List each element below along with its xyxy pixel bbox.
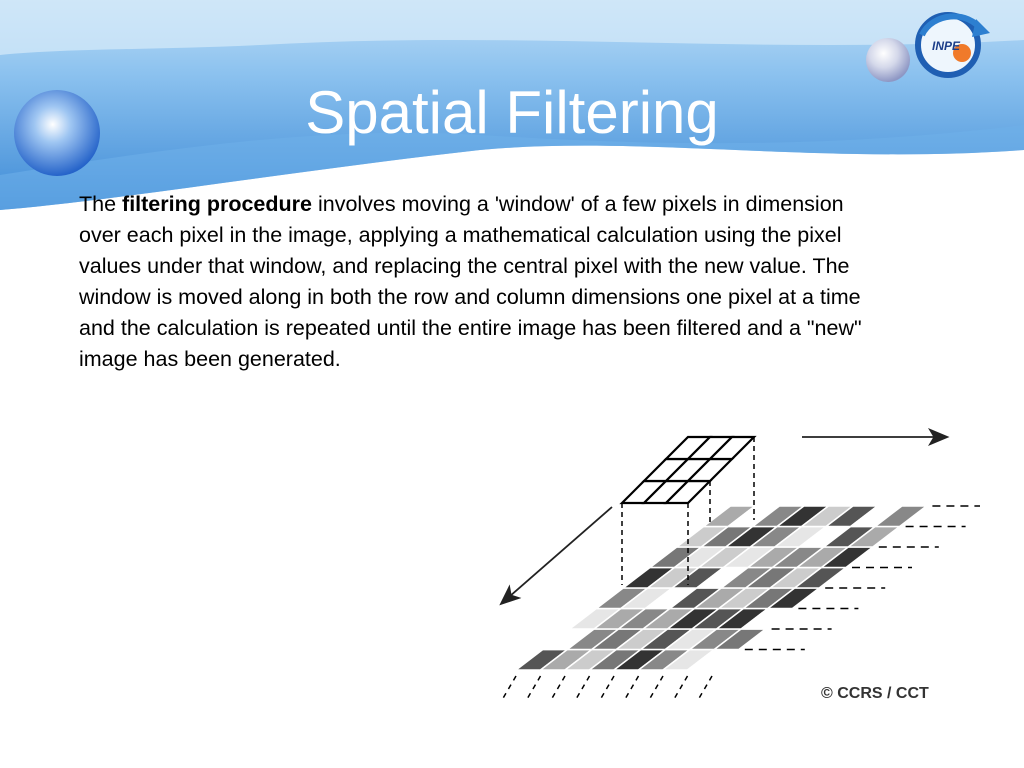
spatial-filter-diagram bbox=[480, 415, 980, 715]
page-title: Spatial Filtering bbox=[305, 79, 719, 146]
column-extension-dash bbox=[698, 676, 712, 700]
column-extension-dash bbox=[625, 676, 639, 700]
body-paragraph bbox=[79, 189, 889, 375]
column-extension-dash bbox=[674, 676, 688, 700]
column-extension-dash bbox=[600, 676, 614, 700]
credit-text: © CCRS / CCT bbox=[821, 685, 929, 702]
body-rest: involves moving a 'window' of a few pixels in dimension over each pixel in the image, applying a mathematical calculation using the pixel values under that window, and replacing the central pixel with the new value. The window is moved along in both the row and column dimensions one pixel at a time and the calculation is repeated until the entire image has been filtered and a "new" image has been generated. bbox=[79, 192, 862, 371]
column-extension-dash bbox=[502, 676, 516, 700]
body-prefix: The bbox=[79, 192, 123, 216]
body-bold-term: filtering procedure bbox=[122, 192, 312, 216]
column-extension-dash bbox=[649, 676, 663, 700]
column-extension-dash bbox=[551, 676, 565, 700]
logo-text: INPE bbox=[932, 39, 961, 53]
column-extension-dash bbox=[576, 676, 590, 700]
inpe-logo bbox=[910, 5, 992, 80]
column-extension-dash bbox=[527, 676, 541, 700]
column-direction-arrow bbox=[502, 507, 612, 603]
decorative-orb-small bbox=[866, 38, 910, 82]
